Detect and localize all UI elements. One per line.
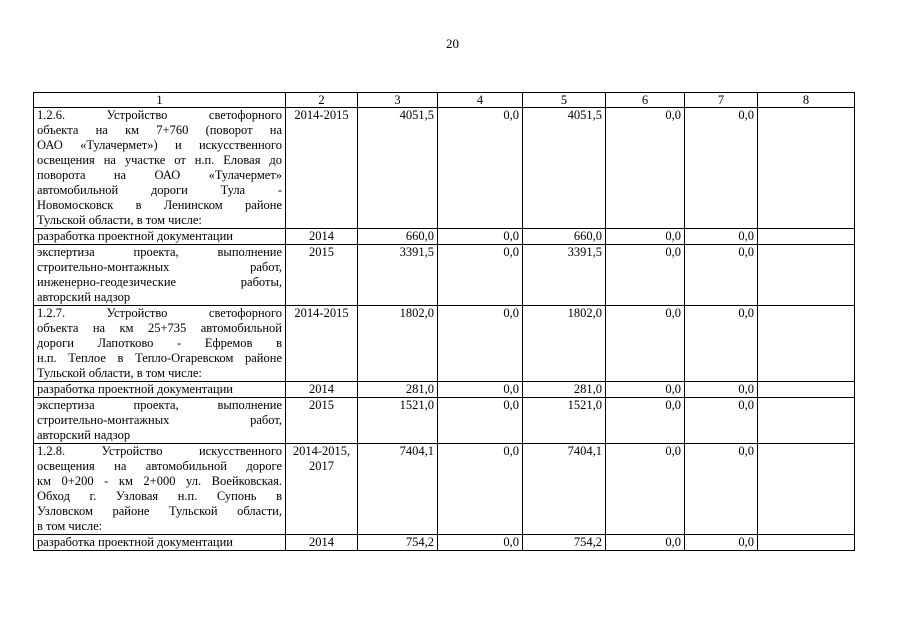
table-row [34,398,855,444]
description-line: поворота на ОАО «Тулачермет» [37,168,282,182]
period-cell: 2014-2015, 2017 [286,444,358,535]
description-line: н.п. Теплое в Тепло-Огаревском районе [37,351,282,365]
period-cell: 2014 [286,382,358,398]
table-row [34,535,855,551]
value-cell-5: 281,0 [523,382,606,398]
table-row [34,229,855,245]
description-cell [34,444,286,535]
value-cell-6: 0,0 [606,398,685,444]
description-line: экспертиза проекта, выполнение [37,398,282,412]
total-cell: 281,0 [358,382,438,398]
description-cell [34,535,286,551]
description-line: строительно-монтажных работ, [37,413,282,427]
table-row [34,382,855,398]
description-line: авторский надзор [37,428,131,442]
value-cell-4: 0,0 [438,245,523,306]
description-line: Тульской области, в том числе: [37,366,202,380]
value-cell-4: 0,0 [438,444,523,535]
value-cell-6: 0,0 [606,108,685,229]
period-cell: 2015 [286,398,358,444]
period-cell: 2015 [286,245,358,306]
description-line: объекта на км 25+735 автомобильной [37,321,282,335]
value-cell-7: 0,0 [685,398,758,444]
header-cell: 2 [286,93,358,108]
table-row [34,444,855,535]
header-cell: 3 [358,93,438,108]
value-cell-5: 4051,5 [523,108,606,229]
total-cell: 754,2 [358,535,438,551]
value-cell-4: 0,0 [438,306,523,382]
value-cell-8 [758,444,855,535]
header-cell: 6 [606,93,685,108]
description-line: освещения на автомобильной дороге [37,459,282,473]
description-cell [34,306,286,382]
description-line: строительно-монтажных работ, [37,260,282,274]
budget-table [33,92,855,551]
period-cell: 2014-2015 [286,306,358,382]
value-cell-7: 0,0 [685,229,758,245]
description-line: Узловском районе Тульской области, [37,504,282,518]
description-cell [34,382,286,398]
table-row [34,245,855,306]
description-line: разработка проектной документации [37,229,233,243]
description-line: экспертиза проекта, выполнение [37,245,282,259]
table-row [34,306,855,382]
value-cell-4: 0,0 [438,398,523,444]
value-cell-5: 3391,5 [523,245,606,306]
value-cell-7: 0,0 [685,108,758,229]
value-cell-7: 0,0 [685,444,758,535]
value-cell-6: 0,0 [606,306,685,382]
total-cell: 3391,5 [358,245,438,306]
description-line: автомобильной дороги Тула - [37,183,282,197]
value-cell-5: 754,2 [523,535,606,551]
value-cell-7: 0,0 [685,382,758,398]
value-cell-5: 1802,0 [523,306,606,382]
value-cell-6: 0,0 [606,444,685,535]
value-cell-8 [758,535,855,551]
description-line: инженерно-геодезические работы, [37,275,282,289]
value-cell-5: 7404,1 [523,444,606,535]
total-cell: 4051,5 [358,108,438,229]
description-line: 1.2.7. Устройство светофорного [37,306,282,320]
value-cell-8 [758,245,855,306]
description-line: разработка проектной документации [37,535,233,549]
period-cell: 2014 [286,535,358,551]
table-row [34,108,855,229]
description-line: объекта на км 7+760 (поворот на [37,123,282,137]
value-cell-5: 660,0 [523,229,606,245]
header-cell: 4 [438,93,523,108]
description-line: дороги Лапотково - Ефремов в [37,336,282,350]
value-cell-8 [758,306,855,382]
description-cell [34,229,286,245]
description-line: км 0+200 - км 2+000 ул. Воейковская. [37,474,282,488]
total-cell: 660,0 [358,229,438,245]
description-cell [34,398,286,444]
description-line: Обход г. Узловая н.п. Супонь в [37,489,282,503]
value-cell-8 [758,108,855,229]
value-cell-6: 0,0 [606,382,685,398]
value-cell-5: 1521,0 [523,398,606,444]
description-line: разработка проектной документации [37,382,233,396]
value-cell-4: 0,0 [438,108,523,229]
value-cell-8 [758,229,855,245]
value-cell-8 [758,398,855,444]
table-header-row [34,93,855,108]
value-cell-6: 0,0 [606,245,685,306]
total-cell: 1802,0 [358,306,438,382]
total-cell: 1521,0 [358,398,438,444]
value-cell-8 [758,382,855,398]
value-cell-4: 0,0 [438,382,523,398]
value-cell-4: 0,0 [438,535,523,551]
page-number: 20 [446,36,459,51]
period-cell: 2014 [286,229,358,245]
description-cell [34,108,286,229]
value-cell-7: 0,0 [685,306,758,382]
total-cell: 7404,1 [358,444,438,535]
value-cell-6: 0,0 [606,229,685,245]
period-cell: 2014-2015 [286,108,358,229]
header-cell: 1 [34,93,286,108]
header-cell: 8 [758,93,855,108]
description-line: в том числе: [37,519,103,533]
description-line: ОАО «Тулачермет») и искусственного [37,138,282,152]
value-cell-7: 0,0 [685,535,758,551]
description-line: освещения на участке от н.п. Еловая до [37,153,282,167]
value-cell-4: 0,0 [438,229,523,245]
value-cell-6: 0,0 [606,535,685,551]
description-line: 1.2.6. Устройство светофорного [37,108,282,122]
header-cell: 5 [523,93,606,108]
description-line: 1.2.8. Устройство искусственного [37,444,282,458]
description-cell [34,245,286,306]
value-cell-7: 0,0 [685,245,758,306]
description-line: Новомосковск в Ленинском районе [37,198,282,212]
description-line: Тульской области, в том числе: [37,213,202,227]
header-cell: 7 [685,93,758,108]
description-line: авторский надзор [37,290,131,304]
